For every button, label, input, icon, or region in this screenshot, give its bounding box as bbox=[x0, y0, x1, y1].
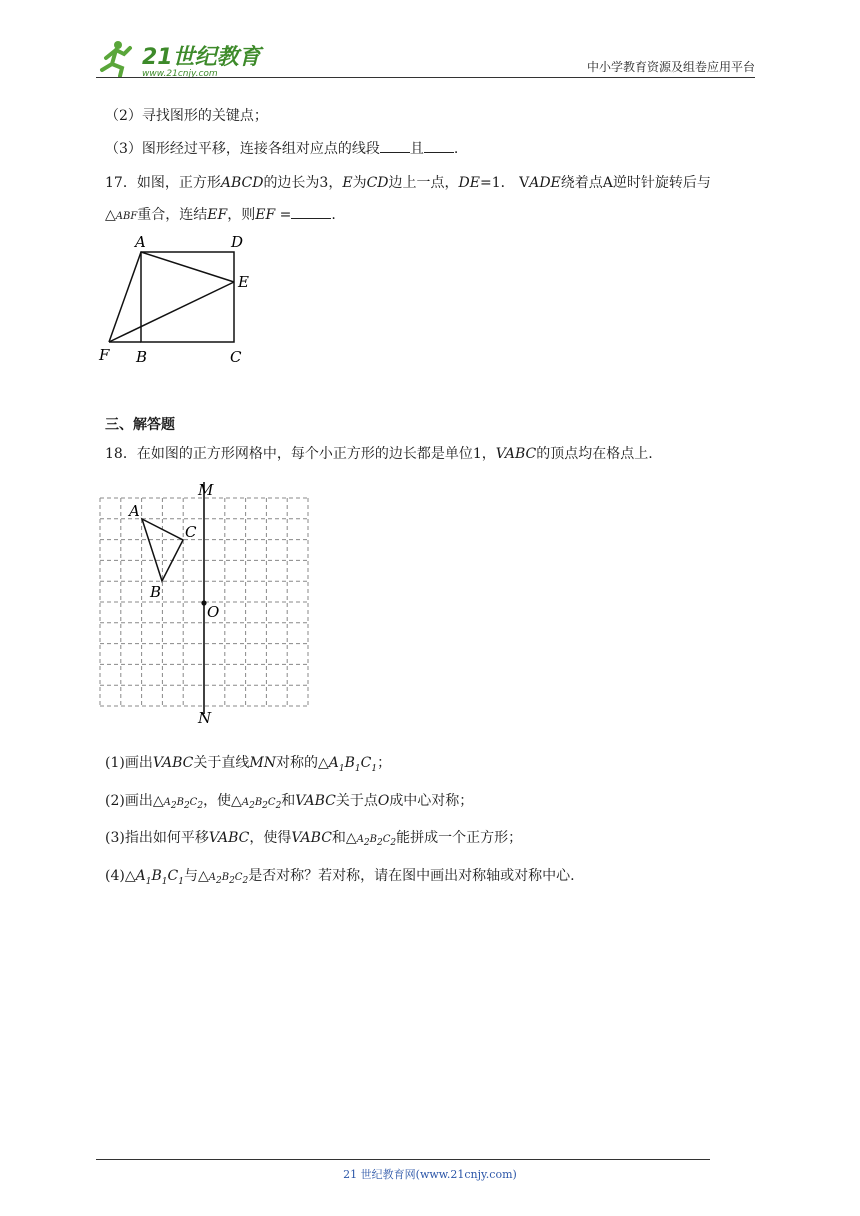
label-c: C bbox=[185, 523, 197, 541]
label-e: E bbox=[238, 273, 249, 291]
runner-icon bbox=[102, 41, 130, 76]
q17-figure bbox=[95, 232, 265, 372]
q16-step-3: （3）图形经过平移，连接各组对应点的线段 且 . bbox=[105, 141, 459, 157]
q18-part-4: $(4)\triangle A_1B_1C_1$与△A2B2C2是否对称？若对称，请在图中画出对称轴或对称中心. bbox=[105, 868, 575, 887]
q18-text: 18．在如图的正方形网格中，每个小正方形的边长都是单位1，VABC的顶点均在格点上. bbox=[105, 446, 653, 462]
q17-text-line1: 17．如图，正方形ABCD的边长为3，E为CD边上一点，DE=1． VADE绕着点A逆时针旋转后与 bbox=[105, 175, 711, 191]
footer-text: 21 世纪教育网(www.21cnjy.com) bbox=[343, 1168, 517, 1181]
square-abcd bbox=[141, 252, 234, 342]
label-c: C bbox=[230, 348, 242, 366]
q16-step-2: （2）寻找图形的关键点； bbox=[105, 108, 268, 124]
label-a: A bbox=[135, 233, 146, 251]
q18-grid-figure bbox=[92, 478, 322, 728]
label-d: D bbox=[231, 233, 244, 251]
header-divider bbox=[96, 77, 755, 78]
segment-ae bbox=[141, 252, 234, 282]
q18-part-3: (3)指出如何平移VABC，使得VABC和△A2B2C2能拼成一个正方形； bbox=[105, 830, 523, 848]
footer-divider bbox=[96, 1159, 710, 1160]
point-o bbox=[201, 600, 206, 605]
header-platform-text: 中小学教育资源及组卷应用平台 bbox=[586, 60, 755, 74]
label-b: B bbox=[136, 348, 148, 366]
answer-blank[interactable] bbox=[380, 140, 410, 153]
q17-text-line2: △ABF重合，连结EF，则EF = . bbox=[105, 207, 336, 223]
answer-blank[interactable] bbox=[291, 206, 331, 219]
label-m: M bbox=[198, 481, 214, 499]
q18-part-1: (1)画出VABC关于直线MN对称的$\triangle A_1B_1C_1$； bbox=[105, 755, 392, 774]
q18-part-2: (2)画出△A2B2C2，使△A2B2C2和VABC关于点O成中心对称； bbox=[105, 793, 474, 811]
label-a: A bbox=[129, 502, 140, 520]
label-o: O bbox=[207, 603, 220, 621]
label-n: N bbox=[198, 709, 212, 727]
answer-blank[interactable] bbox=[424, 140, 454, 153]
label-b: B bbox=[150, 583, 162, 601]
logo-text: 21世纪教育 bbox=[142, 45, 261, 70]
logo-url: www.21cnjy.com bbox=[142, 69, 218, 79]
site-logo bbox=[96, 36, 266, 80]
label-f: F bbox=[99, 346, 110, 364]
section-title: 三、解答题 bbox=[105, 417, 175, 433]
